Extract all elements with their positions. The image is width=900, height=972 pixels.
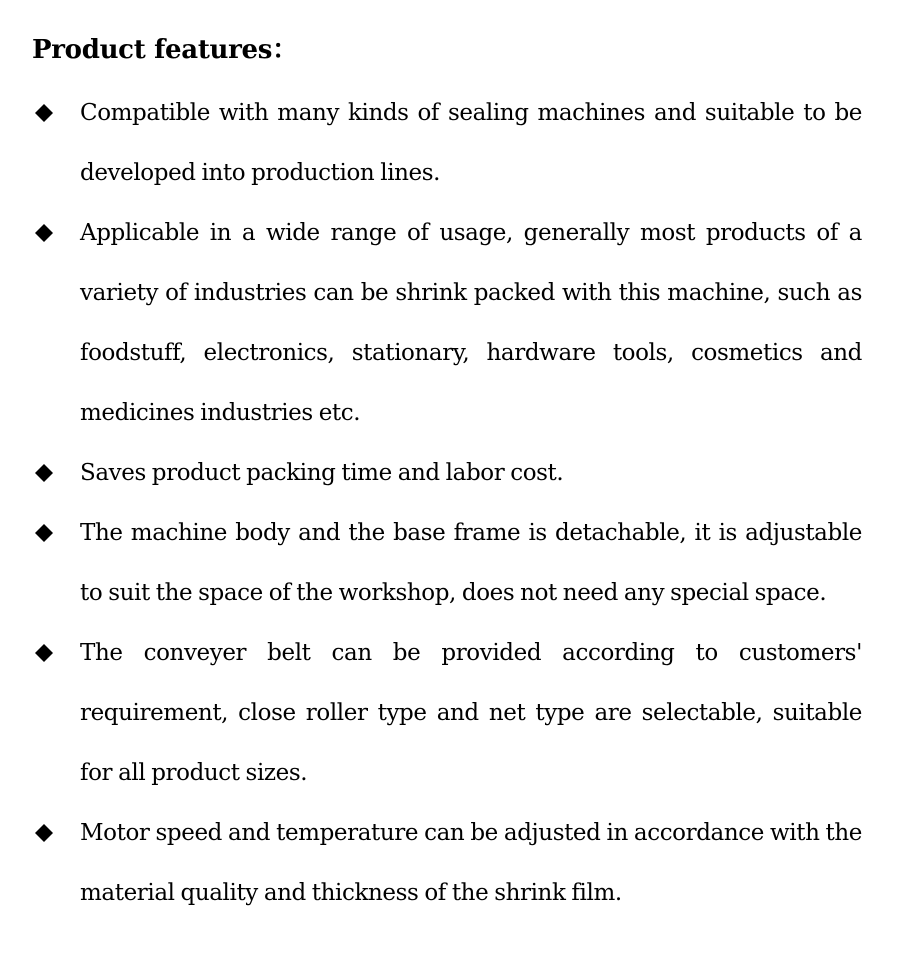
feature-text: The conveyer belt can be provided according to customers' requirement, close roller type and net type are selectable, suitable for all product sizes.: [80, 640, 862, 786]
feature-text: Motor speed and temperature can be adjusted in accordance with the material quality and thickness of the shrink film.: [80, 820, 862, 906]
diamond-bullet-icon: [34, 223, 54, 243]
feature-text: Compatible with many kinds of sealing machines and suitable to be developed into production lines.: [80, 100, 862, 186]
diamond-bullet-icon: [34, 823, 54, 843]
feature-item-cost-saving: [0, 443, 900, 503]
product-features-heading: Product features：: [32, 35, 298, 65]
diamond-bullet-icon: [34, 103, 54, 123]
feature-item-conveyer-belt: [0, 623, 900, 803]
feature-item-motor-speed: [0, 803, 900, 923]
feature-text: Applicable in a wide range of usage, generally most products of a variety of industries can be shrink packed with this machine, such as foodstuff, electronics, stationary, hardware tools, cosmetics and medicines industries etc.: [80, 220, 862, 426]
feature-text: Saves product packing time and labor cost.: [80, 460, 564, 486]
feature-item-applications: [0, 203, 900, 443]
diamond-bullet-icon: [34, 643, 54, 663]
feature-item-detachable-frame: [0, 503, 900, 623]
feature-text: The machine body and the base frame is detachable, it is adjustable to suit the space of the workshop, does not need any special space.: [80, 520, 862, 606]
feature-list: [0, 83, 900, 923]
feature-item-compatibility: [0, 83, 900, 203]
diamond-bullet-icon: [34, 523, 54, 543]
diamond-bullet-icon: [34, 463, 54, 483]
